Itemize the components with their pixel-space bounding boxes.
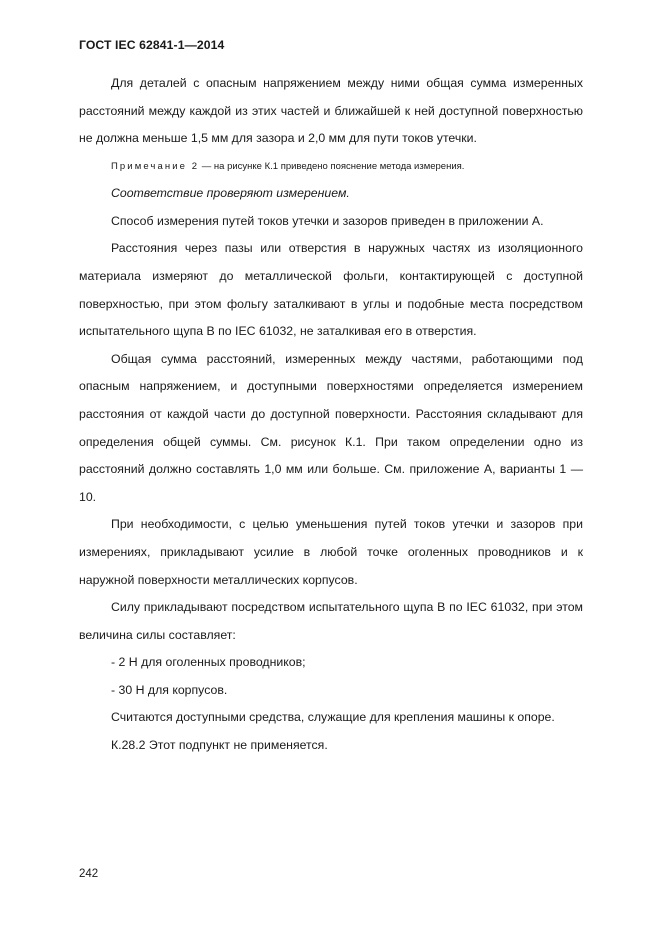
document-body [79, 70, 583, 760]
paragraph-distance-sum: Для деталей с опасным напряжением между ними общая сумма измеренных расстояний между каждой из этих частей и ближайшей к ней доступной поверхностью не должна меньше 1,5 мм для зазора и 2,0 мм для пути токов утечки. [79, 76, 583, 146]
paragraph-slots-openings: Расстояния через пазы или отверстия в наружных частях из изоляционного материала измеряют до металлической фольги, контактирующей с доступной поверхностью, при этом фольгу заталкивают в углы и подобные места посредством испытательного щупа В по IEC 61032, не заталкивая его в отверстия. [79, 241, 583, 339]
paragraph-probe-force: Силу прикладывают посредством испытательного щупа В по IEC 61032, при этом величина силы составляет: [79, 600, 583, 642]
note-label: Примечание 2 [111, 160, 200, 172]
paragraph-total-sum: Общая сумма расстояний, измеренных между частями, работающими под опасным напряжением, и доступными поверхностями определяется измерением расстояния от каждой части до доступной поверхности. Расстояния складывают для определения общей суммы. См. рисунок К.1. При таком определении одно из расстояний должно составлять 1,0 мм или больше. См. приложение А, варианты 1 — 10. [79, 351, 583, 504]
paragraph-measurement-method: Способ измерения путей токов утечки и зазоров приведен в приложении А. [111, 213, 544, 228]
paragraph-fixing-means: Считаются доступными средства, служащие для крепления машины к опоре. [111, 710, 555, 725]
document-header: ГОСТ IEC 62841-1—2014 [79, 38, 225, 52]
paragraph-force-application: При необходимости, с целью уменьшения путей токов утечки и зазоров при измерениях, прикладывают усилие в любой точке оголенных проводников и к наружной поверхности металлических корпусов. [79, 517, 583, 587]
list-item-conductors: - 2 Н для оголенных проводников; [111, 655, 306, 670]
list-item-enclosures: - 30 Н для корпусов. [111, 682, 228, 697]
paragraph-compliance: Соответствие проверяют измерением. [111, 186, 350, 201]
note-2 [79, 153, 583, 180]
page-number: 242 [79, 868, 99, 880]
note-text: — на рисунке К.1 приведено пояснение метода измерения. [201, 160, 465, 172]
paragraph-k-28-2: К.28.2 Этот подпункт не применяется. [111, 738, 328, 753]
